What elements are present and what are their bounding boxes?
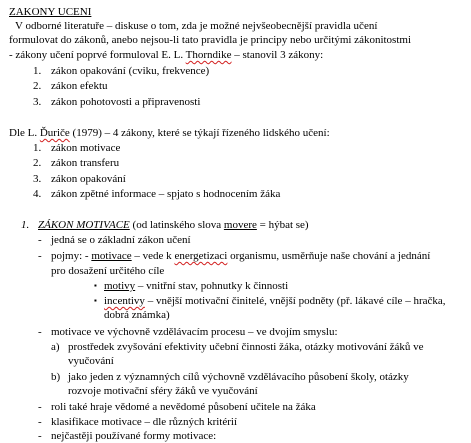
bullet-dash: - — [38, 401, 42, 413]
section-paren-b: = hýbat se) — [256, 219, 309, 231]
intro-line-3-suffix: – stanovil 3 zákony: — [231, 49, 324, 61]
pojmy-continuation: pro dosažení určitého cíle — [51, 265, 165, 277]
thorndike-name: Thorndike — [185, 49, 232, 61]
term-motivace: motivace — [91, 250, 132, 262]
item-b-continuation: rozvoje motivační sféry žáků ve vyučování — [68, 385, 258, 397]
duric-suffix: (1979) – 4 zákony, které se týkají řízeného lidského učení: — [69, 127, 330, 139]
duric-prefix: Dle L. — [9, 127, 40, 139]
duric-law-text: zákon opakování — [51, 173, 126, 185]
item-a-text: prostředek zvyšování efektivity učební činnosti žáka, otázky motivování žáků ve — [68, 341, 424, 353]
item-a-continuation: vyučování — [68, 355, 114, 367]
bullet-dash: - — [38, 416, 42, 428]
bullet-text: roli také hraje vědomé a nevědomé působení učitele na žáka — [51, 401, 316, 413]
bullet-dash: - — [38, 430, 42, 442]
duric-law-text: zákon transferu — [51, 157, 120, 169]
thorndike-law-number: 3. — [33, 96, 42, 108]
duric-law-number: 4. — [33, 188, 42, 200]
pojmy-line — [51, 249, 430, 263]
page-title: ZAKONY UCENI — [9, 6, 92, 18]
bullet-dash: - — [38, 250, 42, 262]
thorndike-law-text: zákon efektu — [51, 80, 108, 92]
section-number: 1. — [21, 219, 30, 231]
thorndike-law-text: zákon pohotovosti a připravenosti — [51, 96, 201, 108]
term-energetizaci: energetizaci — [174, 250, 228, 262]
pojmy-rest: organismu, usměrňuje naše chování a jednání — [227, 250, 431, 262]
duric-law-number: 1. — [33, 142, 42, 154]
duric-law-text: zákon motivace — [51, 142, 121, 154]
bullet-text: nejčastěji používané formy motivace: — [51, 430, 217, 442]
intro-line-2: formulovat do zákonů, anebo nejsou-li tato pravidla je principy nebo určitými zákonitostmi — [9, 34, 412, 46]
item-b-label: b) — [51, 371, 61, 383]
section-paren-a: (od latinského slova — [129, 219, 224, 231]
incentivy-rest: – vnější motivační činitelé, vnější podněty (př. lákavé cíle – hračka, — [144, 295, 446, 307]
incentivy-line — [104, 294, 446, 308]
intro-line-3-prefix: - zákony učení poprvé formuloval E. L. — [9, 49, 186, 61]
bullet-text: klasifikace motivace – dle různých kritérií — [51, 416, 238, 428]
thorndike-law-number: 1. — [33, 65, 42, 77]
pojmy-prefix: pojmy: - — [51, 250, 92, 262]
duric-line — [9, 126, 330, 140]
section-heading — [38, 218, 309, 232]
pojmy-mid: – vede k — [131, 250, 175, 262]
duric-law-text: zákon zpětné informace – spjato s hodnocením žáka — [51, 188, 281, 200]
bullet-text: motivace ve výchovně vzdělávacím procesu – ve dvojím smyslu: — [51, 326, 338, 338]
motivy-line — [104, 279, 288, 293]
square-bullet-icon: ▪ — [94, 281, 97, 290]
section-title: ZÁKON MOTIVACE — [38, 219, 130, 231]
item-b-text: jako jeden z významných cílů výchovně vzdělávacího působení školy, otázky — [68, 371, 409, 383]
section-paren-word: movere — [223, 219, 257, 231]
duric-law-number: 2. — [33, 157, 42, 169]
term-incentivy: incentivy — [104, 295, 145, 307]
intro-line-3 — [9, 48, 323, 62]
term-motivy: motivy — [104, 280, 136, 292]
duric-law-number: 3. — [33, 173, 42, 185]
item-a-label: a) — [51, 341, 60, 353]
bullet-dash: - — [38, 234, 42, 246]
bullet-text: jedná se o základní zákon učení — [51, 234, 191, 246]
bullet-dash: - — [38, 326, 42, 338]
intro-line-1: V odborné literatuře – diskuse o tom, zda je možné nejvšeobecnější pravidla učení — [15, 20, 378, 32]
thorndike-law-text: zákon opakování (cviku, frekvence) — [51, 65, 210, 77]
duric-name: Ďuriče — [39, 127, 70, 139]
thorndike-law-number: 2. — [33, 80, 42, 92]
motivy-rest: – vnitřní stav, pohnutky k činnosti — [135, 280, 289, 292]
square-bullet-icon: ▪ — [94, 296, 97, 305]
incentivy-continuation: dobrá známka) — [104, 309, 170, 321]
